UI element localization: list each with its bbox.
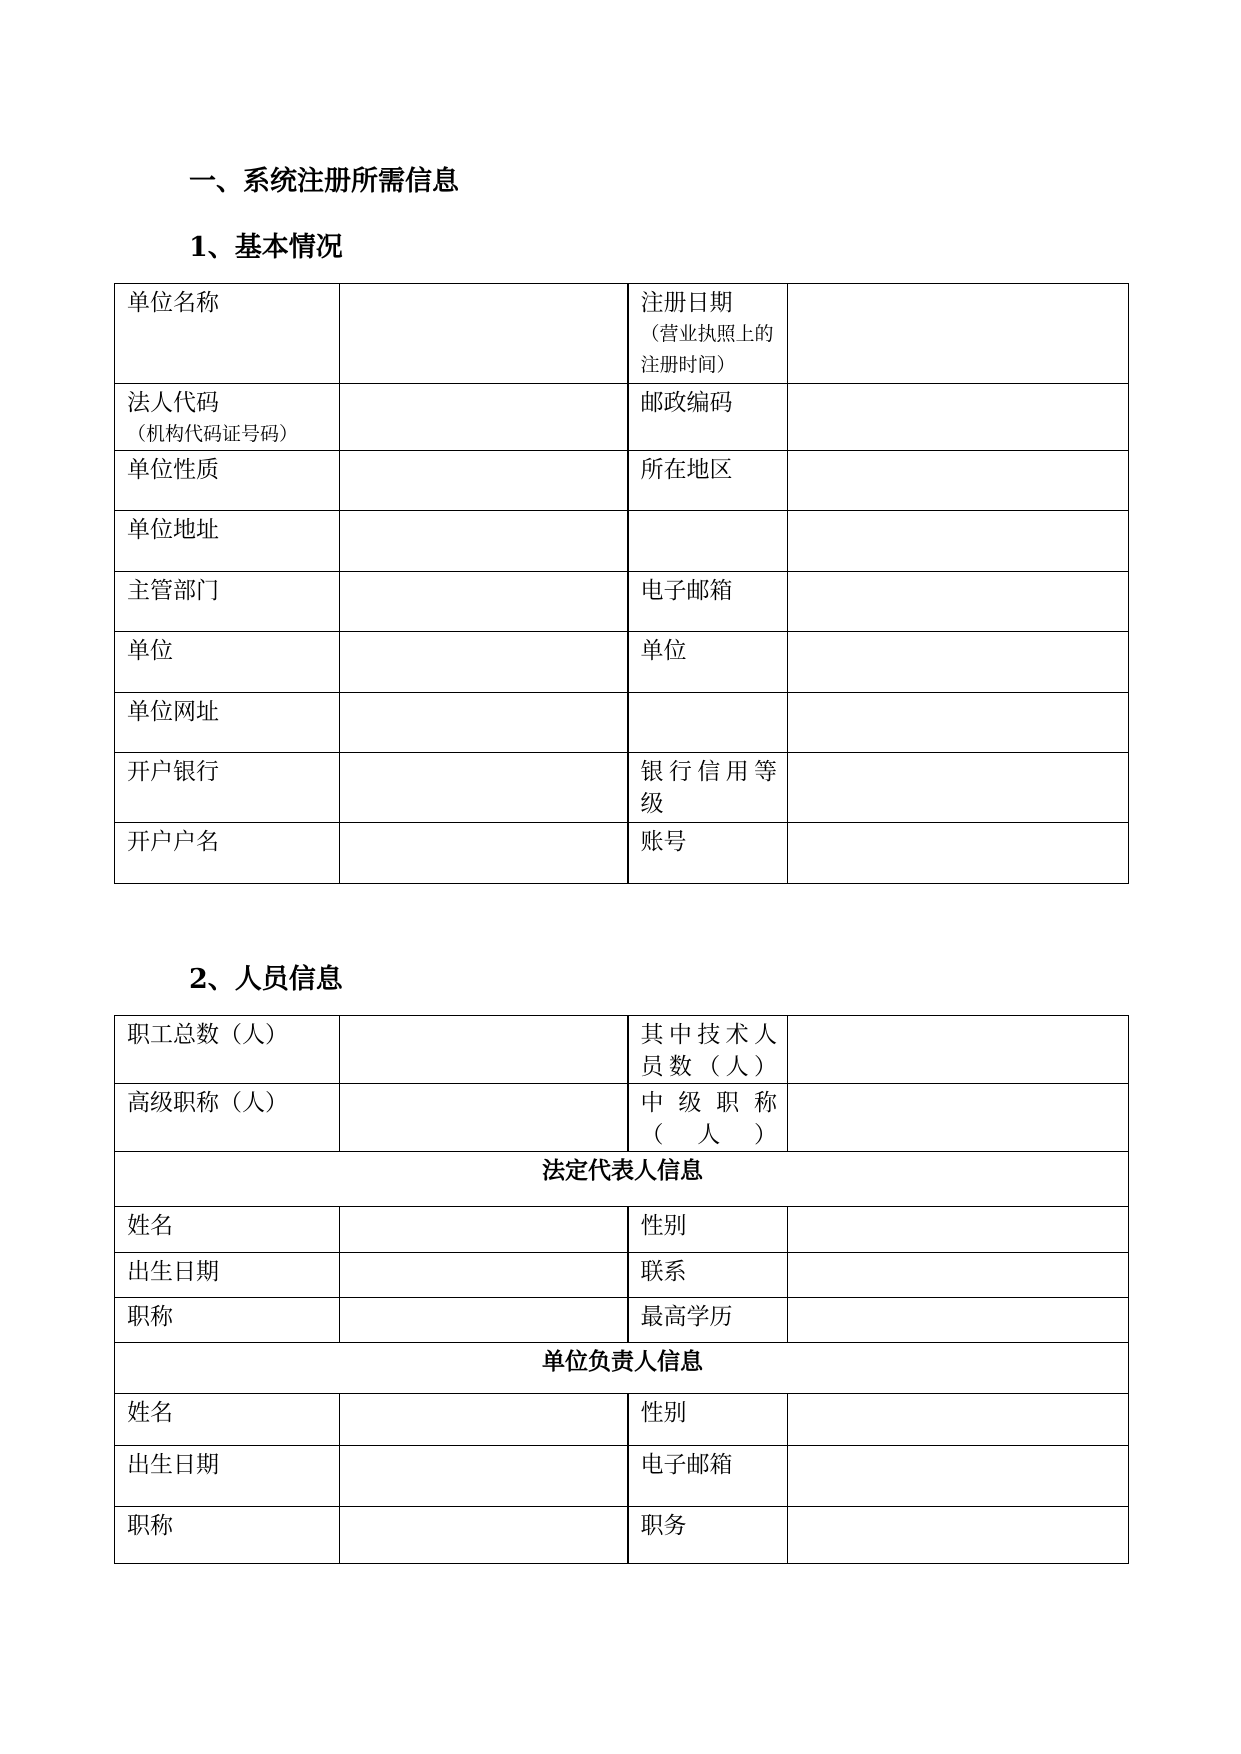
table-row: [115, 1446, 1129, 1507]
label-head-name: 姓名: [115, 1394, 340, 1446]
label-reg-date-note: （营业执照上的注册时间）: [640, 323, 774, 376]
field-legal-code[interactable]: [340, 384, 628, 451]
label-head-position: 职务: [628, 1507, 788, 1564]
label-reg-date-text: 注册日期: [640, 290, 733, 316]
label-account-no: 账号: [628, 823, 788, 884]
field-email[interactable]: [788, 572, 1129, 632]
label-rep-edu: 最高学历: [628, 1298, 788, 1343]
label-rep-gender: 性别: [628, 1207, 788, 1253]
document-title: 一、系统注册所需信息: [189, 166, 459, 197]
table-row: [115, 1084, 1129, 1152]
label-legal-code-text: 法人代码: [127, 390, 219, 416]
field-unit-nature[interactable]: [340, 451, 628, 511]
label-reg-date: [628, 284, 788, 384]
table-row: [115, 753, 1129, 823]
label-rep-title: 职称: [115, 1298, 340, 1343]
field-rep-contact[interactable]: [788, 1253, 1129, 1298]
field-rep-gender[interactable]: [788, 1207, 1129, 1253]
label-head-email: 电子邮箱: [628, 1446, 788, 1507]
field-head-name[interactable]: [340, 1394, 628, 1446]
field-head-title[interactable]: [340, 1507, 628, 1564]
field-rep-name[interactable]: [340, 1207, 628, 1253]
field-unit-a[interactable]: [340, 632, 628, 693]
table-row: [115, 823, 1129, 884]
label-postal-code: 邮政编码: [628, 384, 788, 451]
table-row: [115, 1016, 1129, 1084]
label-account-name: 开户户名: [115, 823, 340, 884]
table-row: [115, 572, 1129, 632]
field-tech-staff[interactable]: [788, 1016, 1129, 1084]
field-website[interactable]: [340, 693, 628, 753]
section-staff-title: 2、人员信息: [189, 964, 343, 995]
legal-rep-header: 法定代表人信息: [115, 1152, 1129, 1207]
label-rep-name: 姓名: [115, 1207, 340, 1253]
label-empty-2: [628, 693, 788, 753]
label-authority: 主管部门: [115, 572, 340, 632]
label-total-staff: 职工总数（人）: [115, 1016, 340, 1084]
staff-info-table: [114, 1015, 1129, 1564]
table-row: [115, 384, 1129, 451]
field-head-birth[interactable]: [340, 1446, 628, 1507]
label-unit-a: 单位: [115, 632, 340, 693]
label-head-gender: 性别: [628, 1394, 788, 1446]
field-credit[interactable]: [788, 753, 1129, 823]
field-head-position[interactable]: [788, 1507, 1129, 1564]
table-row: [115, 1152, 1129, 1207]
table-row: [115, 1343, 1129, 1394]
label-credit: [628, 753, 788, 823]
table-row: [115, 284, 1129, 384]
field-account-name[interactable]: [340, 823, 628, 884]
field-postal-code[interactable]: [788, 384, 1129, 451]
field-rep-birth[interactable]: [340, 1253, 628, 1298]
table-row: [115, 1253, 1129, 1298]
field-unit-name[interactable]: [340, 284, 628, 384]
field-unit-address[interactable]: [340, 511, 628, 572]
field-head-gender[interactable]: [788, 1394, 1129, 1446]
field-middle-title[interactable]: [788, 1084, 1129, 1152]
table-row: [115, 511, 1129, 572]
table-row: [115, 693, 1129, 753]
label-legal-code-note: （机构代码证号码）: [127, 423, 299, 445]
label-email: 电子邮箱: [628, 572, 788, 632]
table-row: [115, 1207, 1129, 1253]
field-empty-1[interactable]: [788, 511, 1129, 572]
field-bank[interactable]: [340, 753, 628, 823]
field-reg-date[interactable]: [788, 284, 1129, 384]
field-total-staff[interactable]: [340, 1016, 628, 1084]
label-credit-text: 银行信用等级: [640, 759, 777, 817]
table-row: [115, 1298, 1129, 1343]
label-middle-title-text: 中级职称（人）: [640, 1090, 777, 1148]
head-header: 单位负责人信息: [115, 1343, 1129, 1394]
label-unit-address: 单位地址: [115, 511, 340, 572]
label-region: 所在地区: [628, 451, 788, 511]
label-head-birth: 出生日期: [115, 1446, 340, 1507]
field-authority[interactable]: [340, 572, 628, 632]
table-row: [115, 1394, 1129, 1446]
label-legal-code: [115, 384, 340, 451]
field-empty-2[interactable]: [788, 693, 1129, 753]
label-senior-title: 高级职称（人）: [115, 1084, 340, 1152]
section-basic-title: 1、基本情况: [189, 232, 343, 263]
field-region[interactable]: [788, 451, 1129, 511]
table-row: [115, 1507, 1129, 1564]
field-rep-title[interactable]: [340, 1298, 628, 1343]
label-head-title: 职称: [115, 1507, 340, 1564]
table-row: [115, 451, 1129, 511]
label-rep-contact: 联系: [628, 1253, 788, 1298]
field-unit-b[interactable]: [788, 632, 1129, 693]
label-unit-b: 单位: [628, 632, 788, 693]
label-rep-birth: 出生日期: [115, 1253, 340, 1298]
label-empty-1: [628, 511, 788, 572]
label-bank: 开户银行: [115, 753, 340, 823]
table-row: [115, 632, 1129, 693]
field-head-email[interactable]: [788, 1446, 1129, 1507]
basic-info-table: [114, 283, 1129, 884]
field-rep-edu[interactable]: [788, 1298, 1129, 1343]
field-account-no[interactable]: [788, 823, 1129, 884]
label-tech-staff-text: 其中技术人员数（人）: [640, 1022, 777, 1080]
label-website: 单位网址: [115, 693, 340, 753]
label-unit-nature: 单位性质: [115, 451, 340, 511]
label-tech-staff: [628, 1016, 788, 1084]
label-unit-name: 单位名称: [115, 284, 340, 384]
field-senior-title[interactable]: [340, 1084, 628, 1152]
label-middle-title: [628, 1084, 788, 1152]
